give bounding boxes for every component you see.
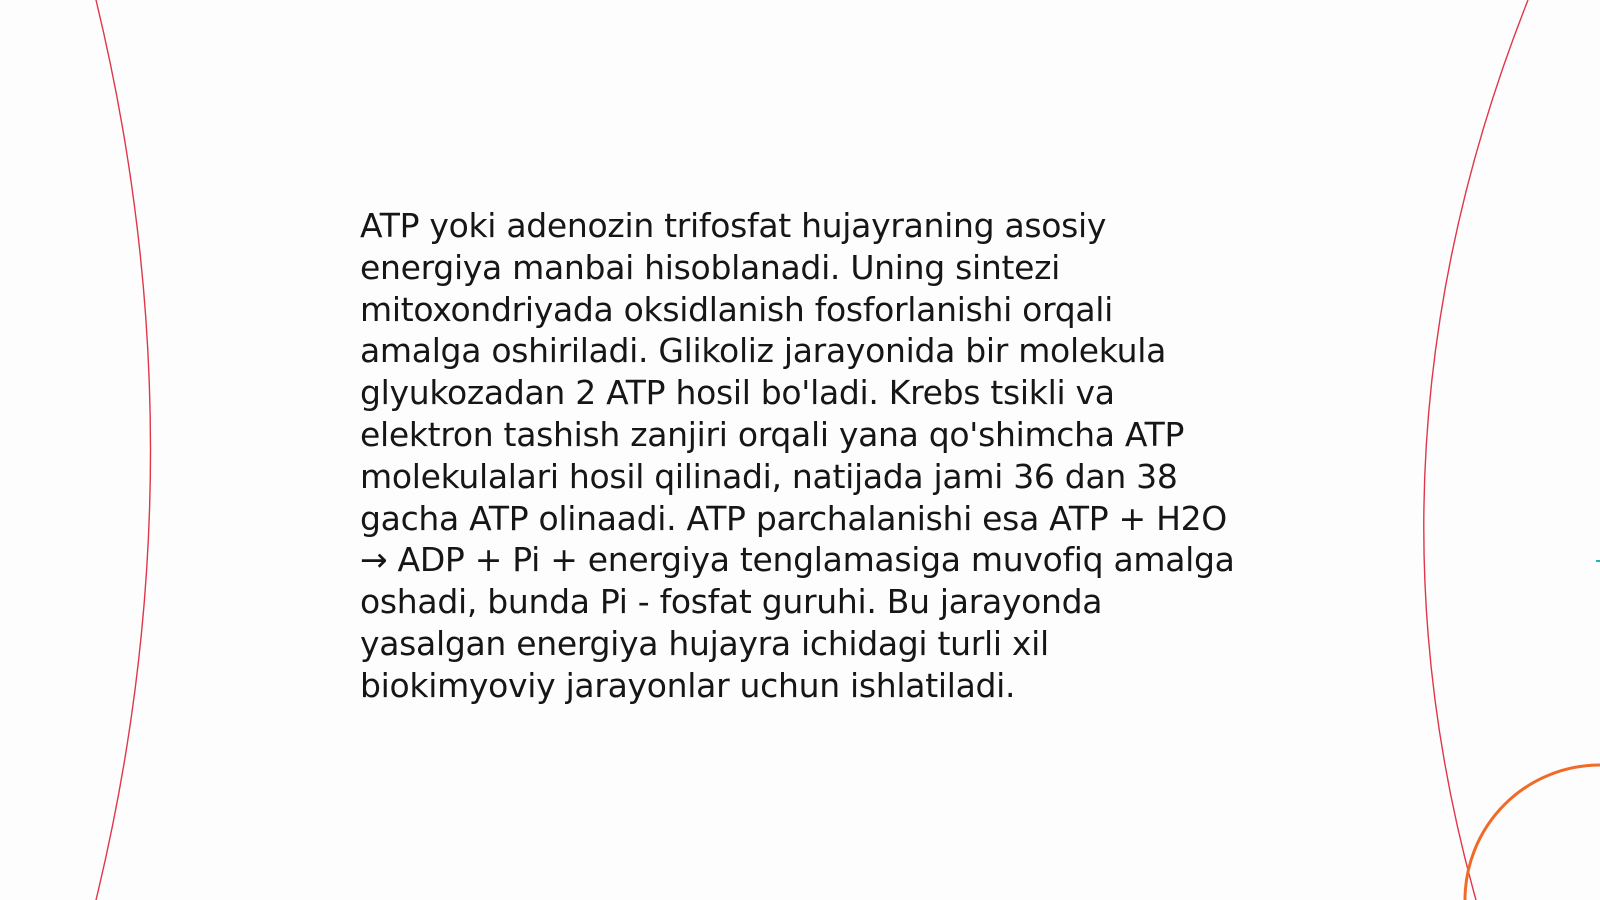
body-paragraph: ATP yoki adenozin trifosfat hujayraning asosiy energiya manbai hisoblanadi. Uning sintezi mitoxondriyada oksidlanish fosforlanishi orqali amalga oshiriladi. Glikoliz jarayonida bir molekula glyukozadan 2 ATP hosil bo'ladi. Krebs tsikli va elektron tashish zanjiri orqali yana qo'shimcha ATP molekulalari hosil qilinadi, natijada jami 36 dan 38 gacha ATP olinaadi. ATP parchalanishi esa ATP + H2O → ADP + Pi + energiya tenglamasiga muvofiq amalga oshadi, bunda Pi - fosfat guruhi. Bu jarayonda yasalgan energiya hujayra ichidagi turli xil biokimyoviy jarayonlar uchun ishlatiladi. <box>360 206 1235 705</box>
left-arc-line <box>96 0 151 900</box>
orange-circle-outline <box>1465 765 1600 900</box>
right-arc-line <box>1424 0 1528 900</box>
